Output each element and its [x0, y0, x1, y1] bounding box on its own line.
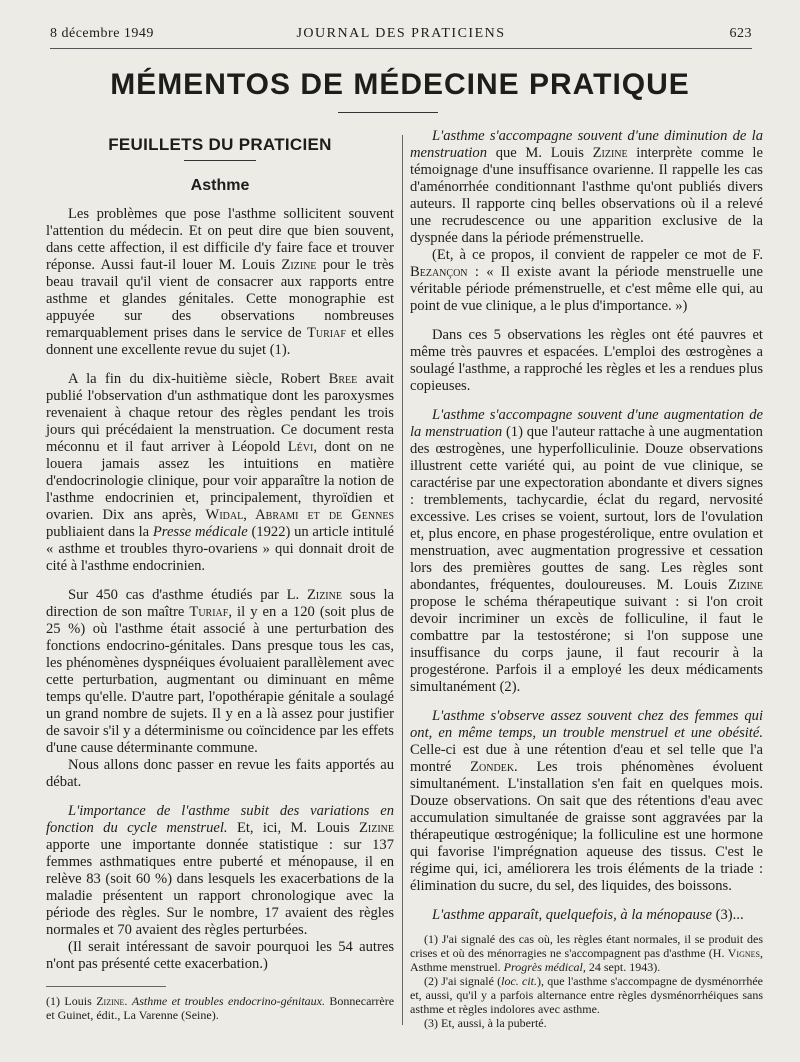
- author-name: Widal, Abrami et de Gennes: [205, 507, 395, 523]
- right-column: [410, 128, 763, 1030]
- page-number: 623: [729, 26, 752, 41]
- author-name: Turiaf: [189, 604, 229, 620]
- paragraph: L'asthme s'accompagne souvent d'une augmentation de la menstruation (1) que l'auteur rattache à une augmentation des œstrogènes, une hyperfolliculinie. Douze observations illustrent cette variété qui, au point de vue clinique, se caractérise par une expectoration abondante et divers signes : tremblements, tachycardie, éclat du regard, nervosité excessive. Les crises se voient, surtout, lors de l'ovulation et, plus encore, en phase progestérolique, entre ovulation et menstruation, avec augmentation progressive et cessation lors des premières gouttes de sang. Les règles sont abondantes, fréquentes, douloureuses. M. Louis Zizine propose le schéma thérapeutique suivant : si l'on croit devoir incriminer un excès de folliculine, il faut le combattre par la testostérone; si l'on suppose une insuffisance du corps jaune, il faut recourir à la progestérone. Parfois il a employé les deux médicaments simultanément (2).: [410, 407, 763, 695]
- author-name: Bree: [328, 371, 358, 387]
- author-name: Lévi: [287, 439, 314, 455]
- footnote: (1) Louis Zizine. Asthme et troubles endocrino-génitaux. Bonnecarrère et Guinet, édit., La Varenne (Seine).: [46, 994, 395, 1022]
- footnote: (1) J'ai signalé des cas où, les règles étant normales, il se produit des crises et où des ménorragies ne s'accompagnent pas d'asthme (H. Vignes, Asthme menstruel. Progrès médical, 24 sept. 1943).: [410, 932, 763, 974]
- page-title: MÉMENTOS DE MÉDECINE PRATIQUE: [110, 68, 690, 101]
- section-title: FEUILLETS DU PRATICIEN: [108, 135, 332, 154]
- footnotes: [410, 932, 763, 1030]
- author-name: Zizine: [281, 257, 317, 273]
- author-name: Turiaf: [306, 325, 346, 341]
- article-subtitle: Asthme: [190, 177, 250, 194]
- author-name: Zizine: [306, 587, 342, 603]
- left-column: [46, 128, 395, 1022]
- paragraph: Nous allons donc passer en revue les faits apportés au débat.: [46, 757, 394, 790]
- paragraph: L'asthme s'observe assez souvent chez des femmes qui ont, en même temps, un trouble menstruel et une obésité. Celle-ci est due à une rétention d'eau et sel telle que l'a montré Zondek. Les trois phénomènes évoluent simultanément. L'installation s'en fait en quelques mois. Douze observations. On sait que des rétentions d'eau avec accumulation simultanée de graisse sont aggravées par la thérapeutique œstrogénique; la folliculine est une hormone qui favorise l'imprégnation aqueuse des tissus. C'est le régime qui, ici, améliorera les trois éléments de la triade : élimination du sucre, du sel, des liquides, des boissons.: [410, 708, 763, 894]
- journal-name: JOURNAL DES PRATICIENS: [296, 26, 506, 41]
- paragraph: L'importance de l'asthme subit des variations en fonction du cycle menstruel. Et, ici, M. Louis Zizine apporte une importante donnée statistique : sur 137 femmes asthmatiques entre puberté et ménopause, il en relève 83 (soit 60 %) dans lesquels les exacerbations de la maladie présentent un rapport chronologique avec la période des règles. Sur le nombre, 17 avaient des règles normales et 70 avaient des règles perturbées.: [46, 803, 395, 938]
- paragraph: (Il serait intéressant de savoir pourquoi les 54 autres n'ont pas présenté cette exacerbation.): [46, 939, 394, 972]
- journal-title: Presse médicale: [152, 524, 248, 540]
- issue-date: 8 décembre 1949: [50, 26, 154, 41]
- author-name: Bezançon: [410, 264, 468, 280]
- footnote: (3) Et, aussi, à la puberté.: [424, 1016, 547, 1030]
- author-name: Zondek: [470, 759, 515, 775]
- author-name: Zizine: [727, 577, 763, 593]
- paragraph: Les problèmes que pose l'asthme sollicitent souvent l'attention du médecin. Et on peut dire que bien souvent, dans cette affection, il est difficile d'y faire face et trouver réponse. Aussi faut-il louer M. Louis Zizine pour le très beau travail qu'il vient de consacrer aux rapports entre asthme et glandes génitales. Cette monographie est appuyée sur des observations nombreuses remarquablement prises dans le service de Turiaf et elles donnent une excellente revue du sujet (1).: [46, 206, 394, 358]
- title-rule: [338, 112, 438, 113]
- paragraph: (Et, à ce propos, il convient de rappeler ce mot de F. Bezançon : « Il existe avant la période menstruelle une véritable période prémenstruelle, et c'est même elle qui, au point de vue clinique, a le plus d'importance. »): [410, 247, 763, 314]
- author-name: Zizine: [359, 820, 395, 836]
- paragraph: Sur 450 cas d'asthme étudiés par L. Zizine sous la direction de son maître Turiaf, il y en a 120 (soit plus de 25 %) où l'asthme était associé à une perturbation des fonctions endocrino-génitales. Dans presque tous les cas, les phénomènes dyspnéiques évoluaient parallèlement avec cette perturbation, augmentant ou diminuant en même temps qu'elle. D'autre part, l'opothérapie génitale a soulagé un grand nombre de sujets. Il y en a là assez pour justifier de savoir s'il y a déterminisme ou coïncidence par les effets d'une cause déterminante commune.: [46, 587, 395, 756]
- paragraph: A la fin du dix-huitième siècle, Robert Bree avait publié l'observation d'un asthmatique dont les paroxysmes revenaient à chaque retour des règles pendant les trois jours qui précédaient la menstruation. Ce document resta méconnu et il faut arriver à Léopold Lévi, dont on ne louera jamais assez les intuitions en matière d'endocrinologie clinique, pour voir apparaître la notion de l'asthme endocrinien et, principalement, thyroïdien et ovarien. Dix ans après, Widal, Abrami et de Gennes publiaient dans la Presse médicale (1922) un article intitulé « asthme et troubles thyro-ovariens » qui donnait droit de cité à l'asthme endocrinien.: [46, 371, 395, 574]
- paragraph: Dans ces 5 observations les règles ont été pauvres et même très pauvres et espacées. L'emploi des œstrogènes a soulagé l'asthme, a rapproché les règles et les a rendues plus copieuses.: [410, 327, 763, 394]
- section-rule: [184, 160, 256, 161]
- author-name: Zizine: [592, 145, 628, 161]
- paragraph: L'asthme s'accompagne souvent d'une diminution de la menstruation que M. Louis Zizine interprète comme le témoignage d'une insuffisance ovarienne. Il rappelle les cas d'aménorrhée conditionnant l'asthme qu'ont publiés divers auteurs. Il rapporte cinq belles observations où il a relevé une recrudescence ou une apparition exclusive de la dyspnée dans la période prémenstruelle.: [410, 128, 763, 246]
- footnote-rule: [46, 986, 166, 987]
- column-divider: [402, 135, 403, 1025]
- running-header: [50, 26, 752, 49]
- paragraph: L'asthme apparaît, quelquefois, à la ménopause (3)...: [432, 907, 744, 923]
- footnote: (2) J'ai signalé (loc. cit.), que l'asthme s'accompagne de dysménorrhée et, aussi, qu'il y a parfois alternance entre règles dysménorrhéiques sans asthme et règles indolores avec asthme.: [410, 974, 763, 1016]
